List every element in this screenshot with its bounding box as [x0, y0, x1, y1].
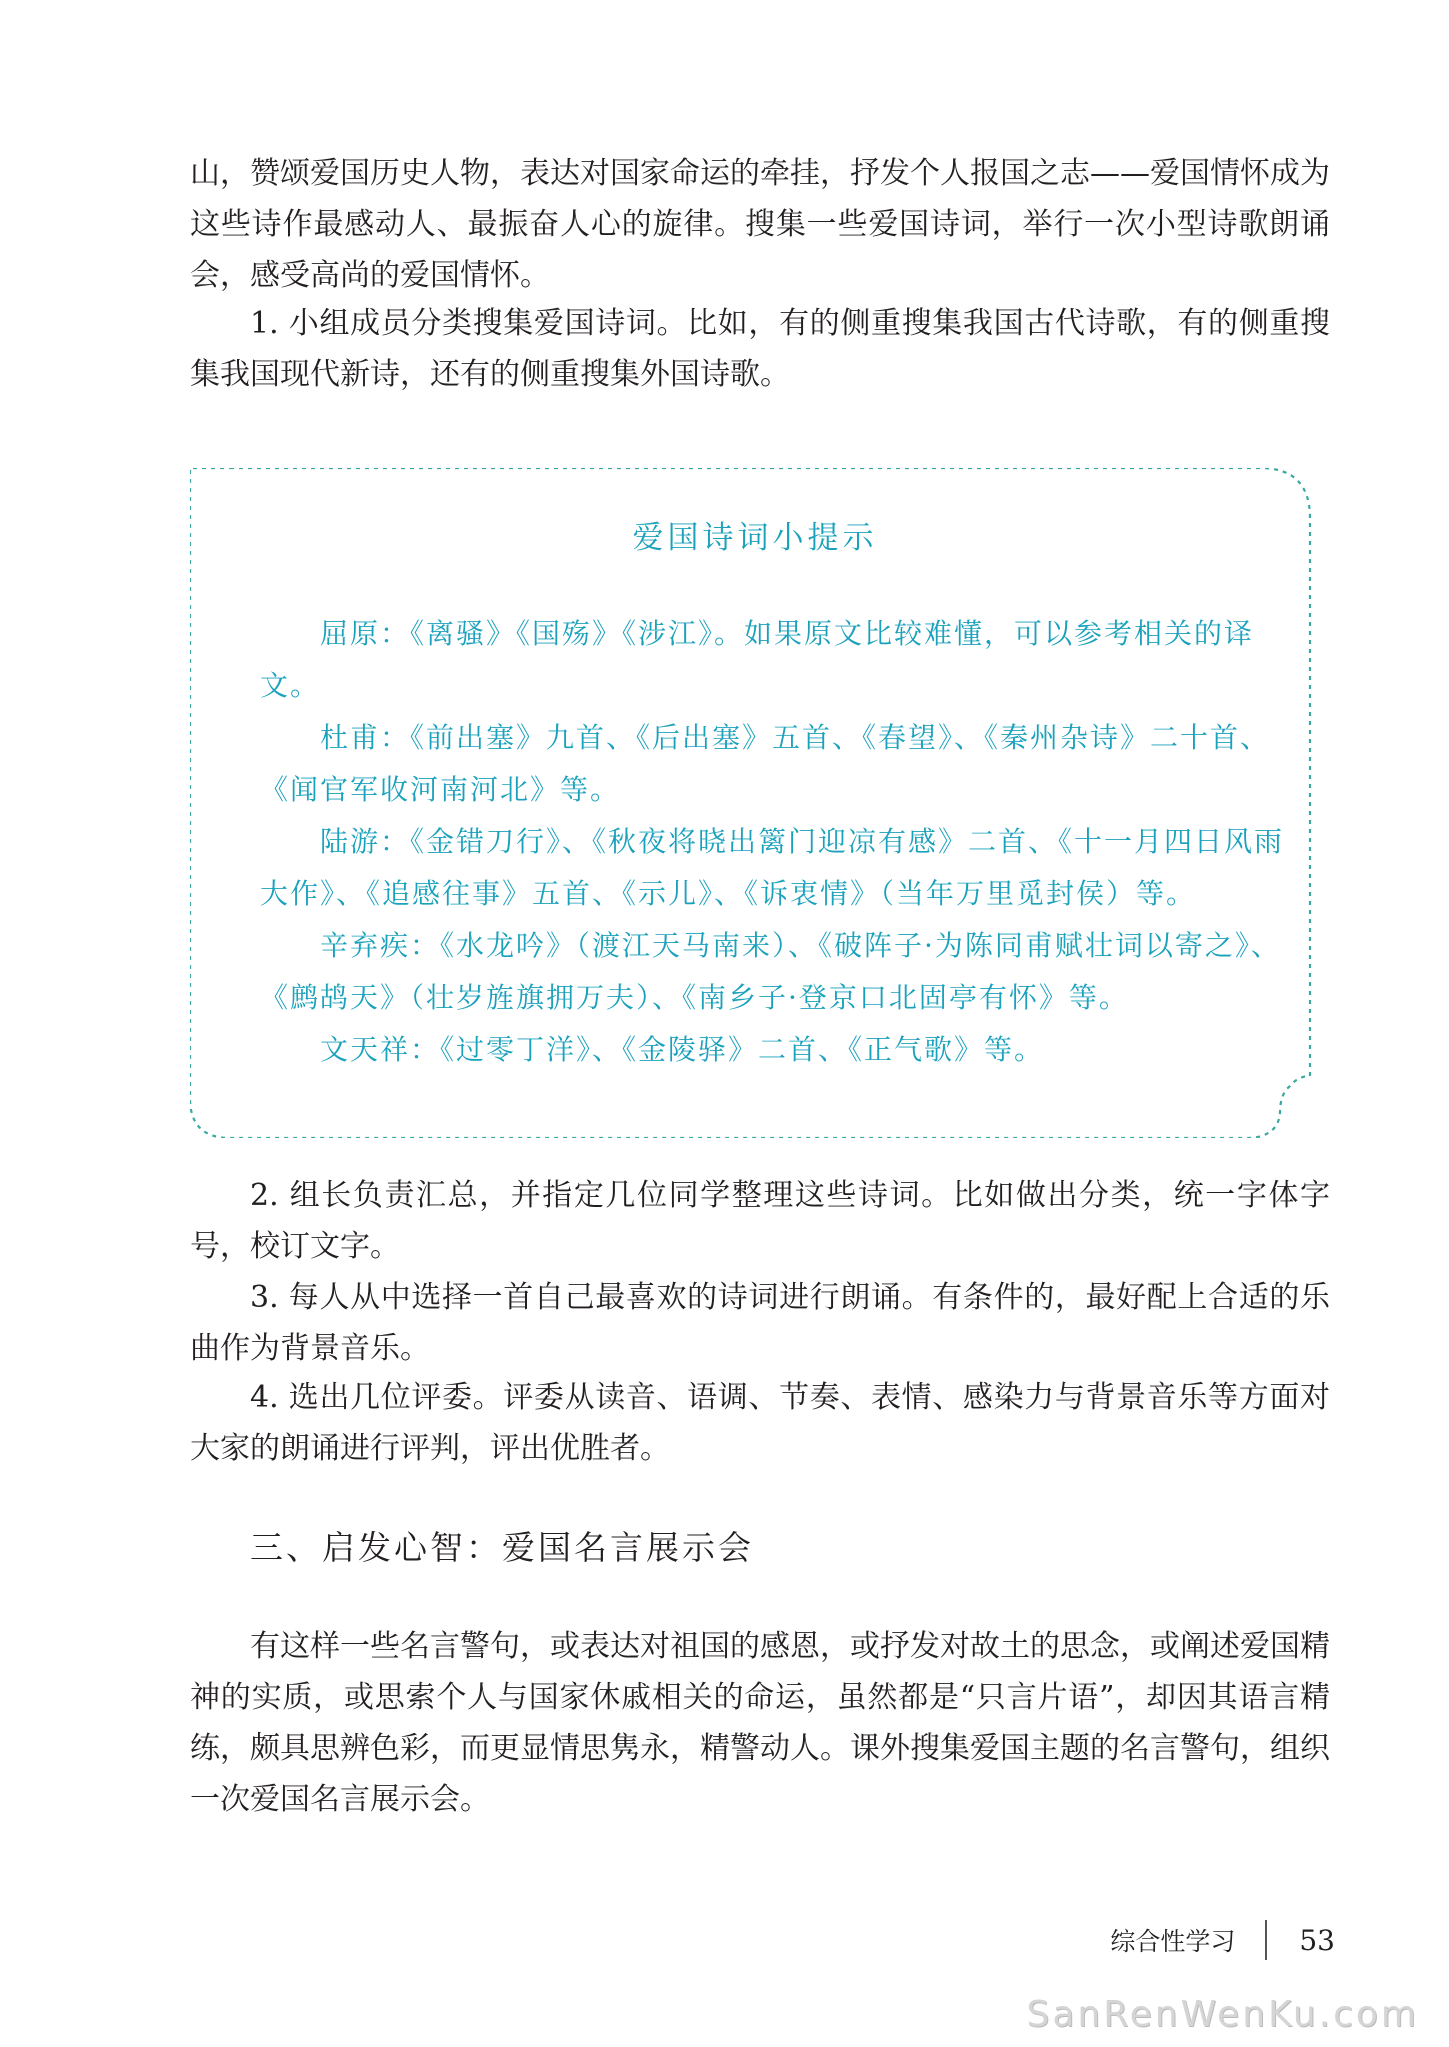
- step-1: 1. 小组成员分类搜集爱国诗词。比如，有的侧重搜集我国古代诗歌，有的侧重搜集我国现代新诗，还有的侧重搜集外国诗歌。: [190, 306, 1330, 392]
- tip-item-wentianxiang: 文天祥：《过零丁洋》、《金陵驿》二首、《正气歌》等。: [320, 1033, 1045, 1066]
- footer-divider: [1265, 1920, 1267, 1960]
- tip-item-luyou: 陆游：《金错刀行》、《秋夜将晓出篱门迎凉有感》二首、《十一月四日风雨大作》、《追感往事》五首、《示儿》、《诉衷情》（当年万里觅封侯）等。: [260, 825, 1285, 910]
- section-heading: 三、启发心智：爱国名言展示会: [250, 1528, 754, 1567]
- section3-paragraph: 有这样一些名言警句，或表达对祖国的感恩，或抒发对故土的思念，或阐述爱国精神的实质，或思索个人与国家休戚相关的命运，虽然都是“只言片语”，却因其语言精练，颇具思辨色彩，而更显情思隽永，精警动人。课外搜集爱国主题的名言警句，组织一次爱国名言展示会。: [190, 1629, 1330, 1817]
- watermark: SanRenWenKu.com: [1026, 1994, 1419, 2035]
- footer-label: 综合性学习: [1110, 1927, 1236, 1956]
- intro-paragraph: 山，赞颂爱国历史人物，表达对国家命运的牵挂，抒发个人报国之志——爱国情怀成为这些诗作最感动人、最振奋人心的旋律。搜集一些爱国诗词，举行一次小型诗歌朗诵会，感受高尚的爱国情怀。: [190, 156, 1330, 293]
- page-footer: [1110, 1918, 1335, 1962]
- page-number: 53: [1299, 1923, 1335, 1957]
- tips-title: 爱国诗词小提示: [632, 520, 878, 556]
- tips-box: [190, 468, 1320, 1138]
- tip-item-xinqiji: 辛弃疾：《水龙吟》（渡江天马南来）、《破阵子·为陈同甫赋壮词以寄之》、《鹧鸪天》（壮岁旌旗拥万夫）、《南乡子·登京口北固亭有怀》等。: [260, 929, 1281, 1014]
- tip-item-dufu: 杜甫：《前出塞》九首、《后出塞》五首、《春望》、《秦州杂诗》二十首、《闻官军收河南河北》等。: [260, 721, 1271, 806]
- step-2: 2. 组长负责汇总，并指定几位同学整理这些诗词。比如做出分类，统一字体字号，校订文字。: [190, 1178, 1330, 1264]
- tip-item-quyuan: 屈原：《离骚》《国殇》《涉江》。如果原文比较难懂，可以参考相关的译文。: [260, 617, 1255, 702]
- step-4: 4. 选出几位评委。评委从读音、语调、节奏、表情、感染力与背景音乐等方面对大家的朗诵进行评判，评出优胜者。: [190, 1380, 1330, 1466]
- step-3: 3. 每人从中选择一首自己最喜欢的诗词进行朗诵。有条件的，最好配上合适的乐曲作为背景音乐。: [190, 1280, 1330, 1366]
